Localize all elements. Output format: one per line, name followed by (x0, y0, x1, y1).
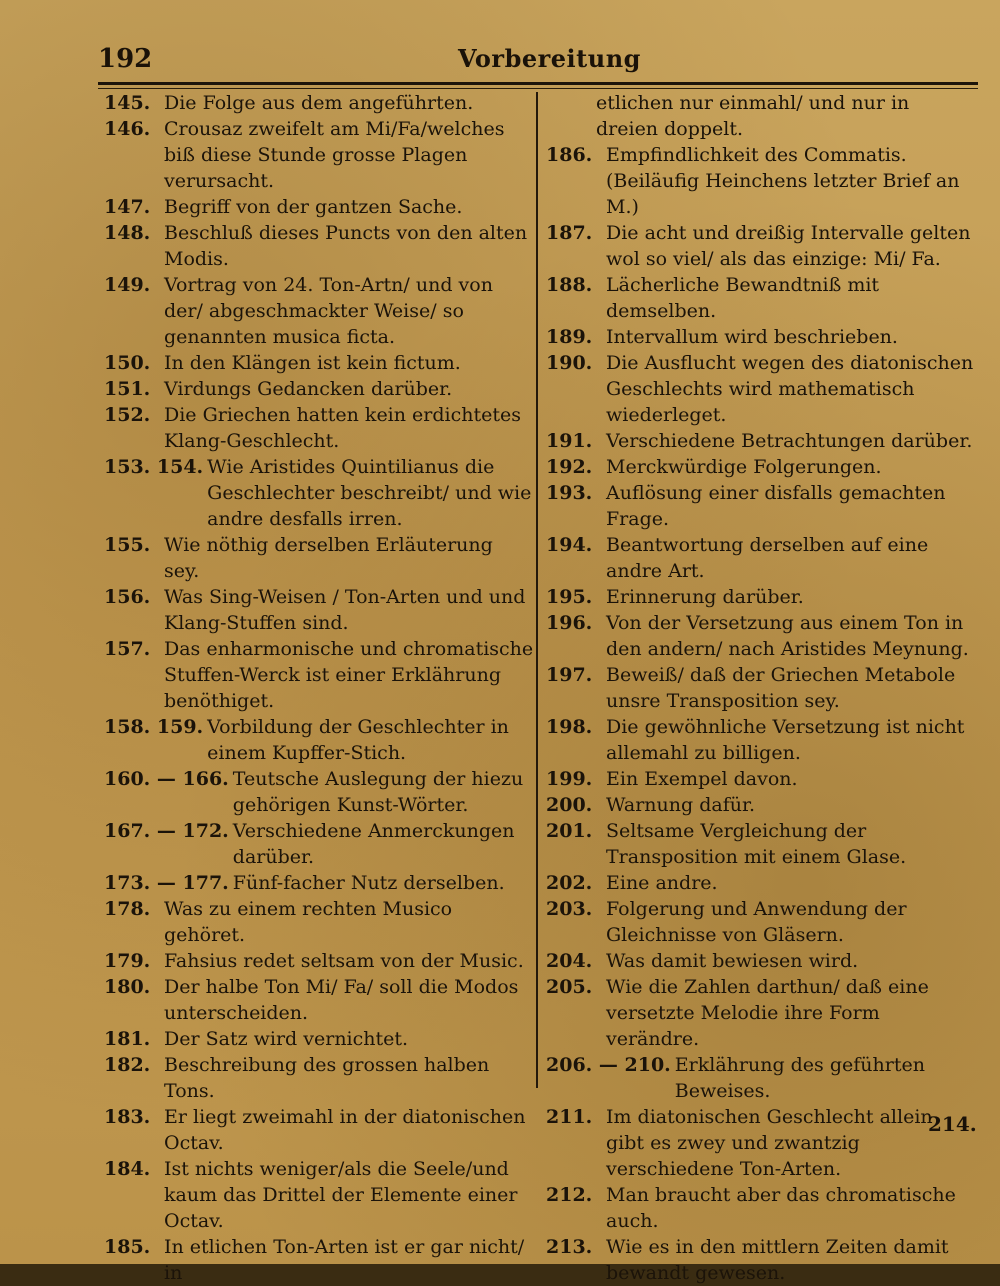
entry-text: Fahsius redet seltsam von der Music. (164, 950, 524, 972)
index-entry (546, 1104, 976, 1182)
index-entry (104, 1026, 534, 1052)
entry-number: 156. (104, 586, 151, 608)
entry-text: Im diatonischen Geschlecht allein gibt es zwey und zwantzig verschiedene Ton-Arten. (606, 1106, 933, 1180)
entry-number: 184. (104, 1158, 151, 1180)
entry-number: 158. 159. (104, 716, 204, 738)
entry-number: 203. (546, 898, 593, 920)
entry-text: Fünf-facher Nutz derselben. (232, 872, 505, 894)
index-entry (104, 454, 534, 532)
index-entry (104, 870, 534, 896)
entry-text: Vortrag von 24. Ton-Artn/ und von der/ abgeschmackter Weise/ so genannten musica ficta. (164, 274, 493, 348)
entry-text: Ist nichts weniger/als die Seele/und kaum das Drittel der Elemente einer Octav. (164, 1158, 518, 1232)
index-entry (104, 948, 534, 974)
entry-text: Begriff von der gantzen Sache. (164, 196, 463, 218)
index-entry (546, 870, 976, 896)
index-entry (104, 1052, 534, 1104)
entry-text: Beweiß/ daß der Griechen Metabole unsre Transposition sey. (606, 664, 956, 712)
running-title: Vorbereitung (458, 44, 641, 73)
index-entry (546, 480, 976, 532)
entry-number: 192. (546, 456, 593, 478)
index-entry (104, 1156, 534, 1234)
entry-number: 202. (546, 872, 593, 894)
page-header (98, 44, 978, 80)
index-entry (546, 428, 976, 454)
entry-text: Die Folge aus dem angeführten. (164, 92, 474, 114)
index-entry (546, 792, 976, 818)
index-entry (104, 636, 534, 714)
entry-number: 201. (546, 820, 593, 842)
entry-text: Vorbildung der Geschlechter in einem Kupffer-Stich. (207, 716, 509, 764)
index-entry (104, 896, 534, 948)
entry-text: Von der Versetzung aus einem Ton in den andern/ nach Aristides Meynung. (606, 612, 969, 660)
index-entry (546, 350, 976, 428)
entry-text: Beschluß dieses Puncts von den alten Modis. (164, 222, 528, 270)
entry-number: 185. (104, 1236, 151, 1258)
entry-text: Man braucht aber das chromatische auch. (606, 1184, 956, 1232)
entry-number: 157. (104, 638, 151, 660)
index-entry (546, 1052, 976, 1104)
entry-number: 200. (546, 794, 593, 816)
entry-text: Teutsche Auslegung der hiezu gehörigen Kunst-Wörter. (232, 768, 524, 816)
entry-text: Das enharmonische und chromatische Stuffen-Werck ist einer Erklährung benöthiget. (164, 638, 534, 712)
entry-number: 198. (546, 716, 593, 738)
entry-number: 194. (546, 534, 593, 556)
entry-text: Wie nöthig derselben Erläuterung sey. (164, 534, 493, 582)
entry-number: 182. (104, 1054, 151, 1076)
right-column (546, 90, 976, 1286)
entry-text: Was Sing-Weisen / Ton-Arten und und Klang-Stuffen sind. (164, 586, 526, 634)
header-rule (98, 82, 978, 85)
entry-text: Eine andre. (606, 872, 718, 894)
index-entry (546, 948, 976, 974)
index-entry (546, 220, 976, 272)
entry-number: 186. (546, 144, 593, 166)
index-entry (546, 974, 976, 1052)
entry-number: 195. (546, 586, 593, 608)
index-entry (546, 142, 976, 220)
index-entry (546, 324, 976, 350)
entry-number: 199. (546, 768, 593, 790)
entry-number: 151. (104, 378, 151, 400)
entry-number: 150. (104, 352, 151, 374)
index-entry (104, 116, 534, 194)
entry-number: 179. (104, 950, 151, 972)
entry-number: 213. (546, 1236, 593, 1258)
entry-text: Warnung dafür. (606, 794, 755, 816)
entry-text: Wie Aristides Quintilianus die Geschlechter beschreibt/ und wie andre desfalls irren. (207, 456, 532, 530)
entry-text: In den Klängen ist kein fictum. (164, 352, 461, 374)
entry-number: 183. (104, 1106, 151, 1128)
entry-number: 178. (104, 898, 151, 920)
entry-text: Folgerung und Anwendung der Gleichnisse von Gläsern. (606, 898, 907, 946)
index-entry (104, 714, 534, 766)
index-entry (546, 584, 976, 610)
header-rule-thin (98, 88, 978, 89)
entry-text: Ein Exempel davon. (606, 768, 798, 790)
catchword: 214. (928, 1112, 977, 1136)
index-entry (104, 90, 534, 116)
index-entry (546, 532, 976, 584)
entry-text: Beschreibung des grossen halben Tons. (164, 1054, 490, 1102)
entry-text: Der halbe Ton Mi/ Fa/ soll die Modos unterscheiden. (164, 976, 519, 1024)
entry-number: 155. (104, 534, 151, 556)
entry-text: Intervallum wird beschrieben. (606, 326, 898, 348)
entry-number: 206. — 210. (546, 1054, 671, 1076)
entry-number: 180. (104, 976, 151, 998)
entry-number: 196. (546, 612, 593, 634)
entry-number: 149. (104, 274, 151, 296)
index-entry (104, 376, 534, 402)
entry-text: Erklährung des geführten Beweises. (674, 1054, 925, 1102)
entry-number: 211. (546, 1106, 593, 1128)
entry-text: Die Griechen hatten kein erdichtetes Klang-Geschlecht. (164, 404, 521, 452)
index-entry (104, 818, 534, 870)
index-entry (546, 1182, 976, 1234)
entry-number: 193. (546, 482, 593, 504)
column-divider (536, 92, 538, 1088)
entry-number: 212. (546, 1184, 593, 1206)
entry-number: 204. (546, 950, 593, 972)
entry-text: Wie es in den mittlern Zeiten damit bewandt gewesen. (606, 1236, 949, 1284)
entry-text: Empfindlichkeit des Commatis. (Beiläufig Heinchens letzter Brief an M.) (606, 144, 960, 218)
entry-number: 173. — 177. (104, 872, 229, 894)
entry-text: Erinnerung darüber. (606, 586, 804, 608)
index-entry (104, 974, 534, 1026)
entry-text: Was damit bewiesen wird. (606, 950, 859, 972)
entry-number: 191. (546, 430, 593, 452)
entry-number: 190. (546, 352, 593, 374)
index-entry (546, 766, 976, 792)
page-number: 192 (98, 44, 153, 74)
entry-number: 153. 154. (104, 456, 204, 478)
entry-text: Die Ausflucht wegen des diatonischen Geschlechts wird mathematisch wiederleget. (606, 352, 974, 426)
entry-number: 205. (546, 976, 593, 998)
index-entry (104, 766, 534, 818)
index-entry (104, 220, 534, 272)
entry-number: 152. (104, 404, 151, 426)
entry-text: Der Satz wird vernichtet. (164, 1028, 409, 1050)
entry-text: Verschiedene Betrachtungen darüber. (606, 430, 973, 452)
entry-number: 167. — 172. (104, 820, 229, 842)
index-entry (546, 896, 976, 948)
entry-number: 188. (546, 274, 593, 296)
index-entry (546, 610, 976, 662)
entry-text: Die acht und dreißig Intervalle gelten wol so viel/ als das einzige: Mi/ Fa. (606, 222, 971, 270)
entry-number: 146. (104, 118, 151, 140)
index-entry (546, 662, 976, 714)
entry-text: Wie die Zahlen darthun/ daß eine versetzte Melodie ihre Form verändre. (606, 976, 929, 1050)
index-entry (104, 584, 534, 636)
index-entry (546, 454, 976, 480)
index-entry (104, 532, 534, 584)
entry-text: Er liegt zweimahl in der diatonischen Octav. (164, 1106, 526, 1154)
entry-number: 147. (104, 196, 151, 218)
entry-number: 145. (104, 92, 151, 114)
index-entry (104, 1104, 534, 1156)
entry-number: 197. (546, 664, 593, 686)
entry-text: Lächerliche Bewandtniß mit demselben. (606, 274, 880, 322)
entry-text: Die gewöhnliche Versetzung ist nicht allemahl zu billigen. (606, 716, 965, 764)
index-entry (546, 90, 976, 142)
index-entry (104, 402, 534, 454)
left-column (104, 90, 534, 1286)
entry-text: Seltsame Vergleichung der Transposition mit einem Glase. (606, 820, 907, 868)
index-entry (546, 1234, 976, 1286)
entry-text: Auflösung einer disfalls gemachten Frage. (606, 482, 946, 530)
entry-number: 187. (546, 222, 593, 244)
index-entry (104, 272, 534, 350)
entry-number: 181. (104, 1028, 151, 1050)
index-entry (104, 350, 534, 376)
index-entry (104, 1234, 534, 1286)
index-entry (546, 818, 976, 870)
index-entry (104, 194, 534, 220)
entry-number: 160. — 166. (104, 768, 229, 790)
entry-text: Beantwortung derselben auf eine andre Art. (606, 534, 929, 582)
entry-text: Verschiedene Anmerckungen darüber. (232, 820, 515, 868)
entry-number: 189. (546, 326, 593, 348)
entry-text: In etlichen Ton-Arten ist er gar nicht/ in (164, 1236, 525, 1284)
entry-text: Merckwürdige Folgerungen. (606, 456, 882, 478)
index-entry (546, 272, 976, 324)
index-entry (546, 714, 976, 766)
entry-text: etlichen nur einmahl/ und nur in dreien doppelt. (596, 92, 910, 140)
entry-number: 148. (104, 222, 151, 244)
entry-text: Crousaz zweifelt am Mi/Fa/welches biß diese Stunde grosse Plagen verursacht. (164, 118, 505, 192)
entry-text: Virdungs Gedancken darüber. (164, 378, 453, 400)
entry-text: Was zu einem rechten Musico gehöret. (164, 898, 453, 946)
